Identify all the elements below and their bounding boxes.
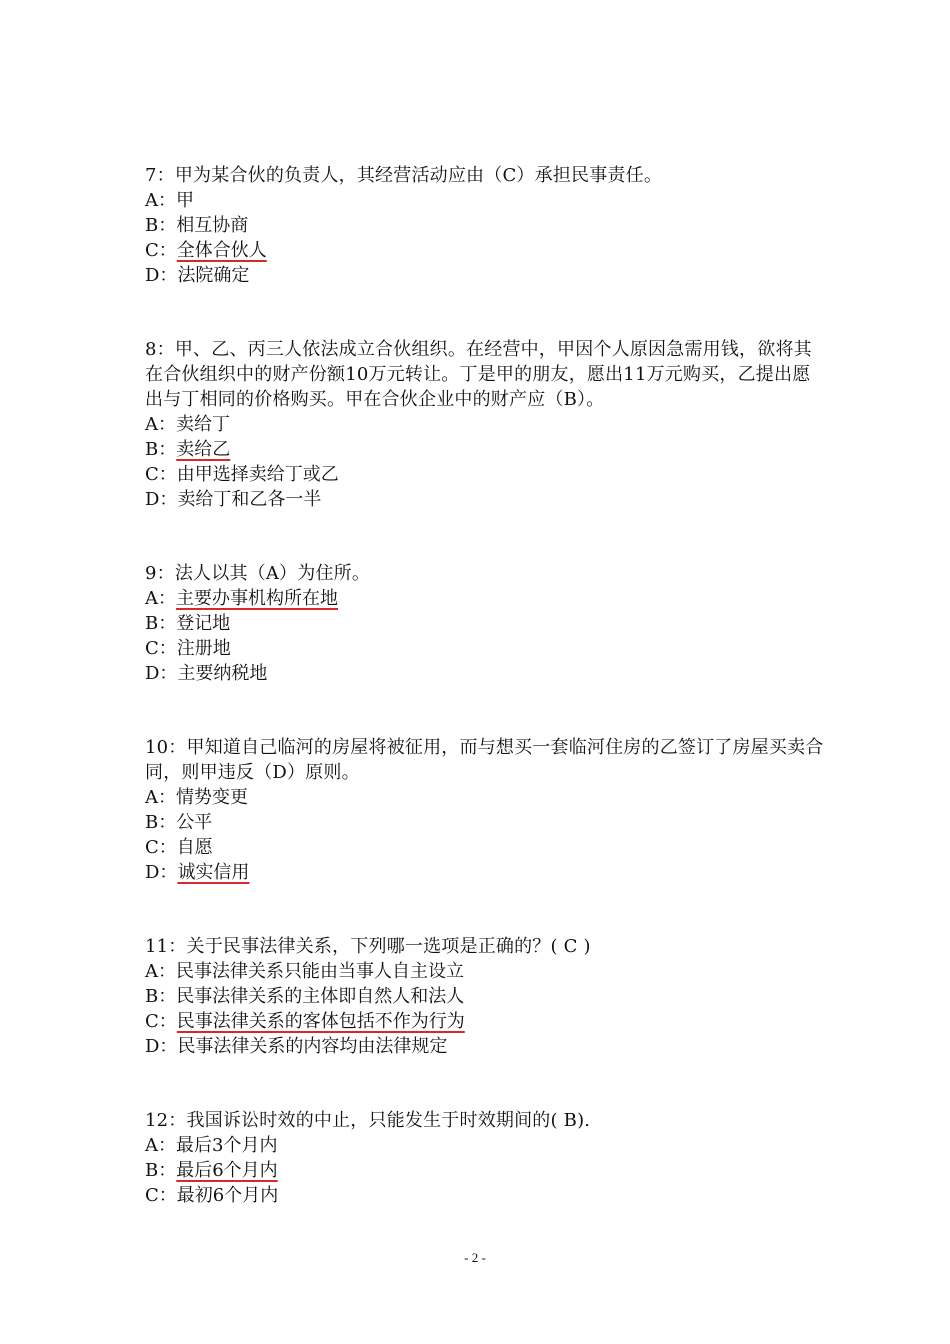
option-label: D：	[145, 265, 178, 286]
correct-answer-text: 卖给乙	[176, 439, 231, 460]
option-text: 自愿	[176, 837, 213, 858]
option-text: 最初6个月内	[176, 1185, 279, 1206]
question-text: 8：甲、乙、丙三人依法成立合伙组织。在经营中，甲因个人原因急需用钱，欲将其在合伙组织中的财产份额10万元转让。丁是甲的朋友，愿出11万元购买，乙提出愿出与丁相同的价格购买。甲在合伙企业中的财产应（B）。	[145, 339, 812, 410]
option-b	[145, 984, 825, 1009]
option-text: 主要纳税地	[177, 663, 268, 684]
option-a	[145, 1133, 825, 1158]
option-b	[145, 213, 825, 238]
option-a	[145, 188, 825, 213]
question-text: 9：法人以其（A）为住所。	[145, 563, 371, 584]
correct-answer-text: 诚实信用	[177, 862, 250, 883]
question-8	[145, 337, 825, 512]
option-text: 由甲选择卖给丁或乙	[176, 464, 339, 485]
option-a	[145, 959, 825, 984]
option-a	[145, 785, 825, 810]
option-label: B：	[145, 439, 177, 460]
option-label: A：	[145, 588, 176, 609]
option-c	[145, 238, 825, 263]
option-text: 民事法律关系的主体即自然人和法人	[176, 986, 465, 1007]
option-label: B：	[145, 613, 177, 634]
option-text: 法院确定	[177, 265, 250, 286]
option-label: B：	[145, 812, 177, 833]
correct-answer-text: 主要办事机构所在地	[176, 588, 338, 609]
option-c	[145, 1183, 825, 1208]
option-text: 卖给丁	[176, 414, 230, 435]
question-7	[145, 163, 825, 288]
option-label: D：	[145, 663, 178, 684]
option-label: A：	[145, 1135, 176, 1156]
option-label: B：	[145, 986, 177, 1007]
option-label: C：	[145, 1011, 177, 1032]
option-label: C：	[145, 638, 177, 659]
option-text: 公平	[176, 812, 213, 833]
option-b	[145, 437, 825, 462]
option-b	[145, 611, 825, 636]
option-text: 相互协商	[176, 215, 249, 236]
option-label: A：	[145, 787, 176, 808]
option-a	[145, 412, 825, 437]
option-label: B：	[145, 215, 177, 236]
option-a	[145, 586, 825, 611]
question-11	[145, 934, 825, 1059]
correct-answer-text: 全体合伙人	[176, 240, 267, 261]
correct-answer-text: 民事法律关系的客体包括不作为行为	[176, 1011, 465, 1032]
correct-answer-text: 最后6个月内	[176, 1160, 278, 1181]
option-c	[145, 636, 825, 661]
option-text: 情势变更	[176, 787, 248, 808]
option-label: D：	[145, 862, 178, 883]
option-d	[145, 661, 825, 686]
option-text: 最后3个月内	[176, 1135, 278, 1156]
option-d	[145, 487, 825, 512]
option-text: 登记地	[176, 613, 231, 634]
option-text: 注册地	[176, 638, 231, 659]
option-label: B：	[145, 1160, 177, 1181]
question-9	[145, 561, 825, 686]
option-c	[145, 835, 825, 860]
option-d	[145, 860, 825, 885]
question-12	[145, 1108, 825, 1208]
option-label: A：	[145, 961, 176, 982]
question-text: 10：甲知道自己临河的房屋将被征用，而与想买一套临河住房的乙签订了房屋买卖合同，则甲违反（D）原则。	[145, 737, 824, 783]
option-c	[145, 462, 825, 487]
option-c	[145, 1009, 825, 1034]
option-label: A：	[145, 190, 176, 211]
option-d	[145, 263, 825, 288]
option-d	[145, 1034, 825, 1059]
page-number: - 2 -	[464, 1250, 486, 1265]
option-label: D：	[145, 489, 178, 510]
option-text: 卖给丁和乙各一半	[177, 489, 322, 510]
option-label: A：	[145, 414, 176, 435]
option-label: C：	[145, 1185, 177, 1206]
option-b	[145, 1158, 825, 1183]
option-text: 民事法律关系只能由当事人自主设立	[176, 961, 464, 982]
question-text: 7：甲为某合伙的负责人，其经营活动应由（C）承担民事责任。	[145, 165, 663, 186]
option-text: 甲	[176, 190, 194, 211]
option-text: 民事法律关系的内容均由法律规定	[177, 1036, 448, 1057]
question-text: 12：我国诉讼时效的中止，只能发生于时效期间的( B).	[145, 1110, 591, 1131]
option-label: C：	[145, 837, 177, 858]
option-label: D：	[145, 1036, 178, 1057]
option-label: C：	[145, 464, 177, 485]
question-10	[145, 735, 825, 885]
question-text: 11：关于民事法律关系，下列哪一选项是正确的？( C )	[145, 936, 591, 957]
option-b	[145, 810, 825, 835]
option-label: C：	[145, 240, 177, 261]
